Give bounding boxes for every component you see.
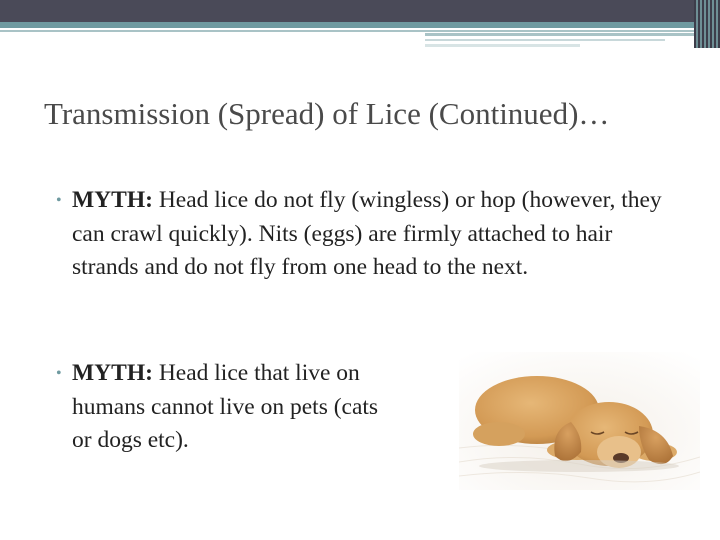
bullet-text: Head lice that live on humans cannot live on pets (cats or dogs etc). bbox=[72, 360, 379, 453]
bullet-lead: MYTH: bbox=[72, 360, 153, 386]
header-bar-accent bbox=[0, 22, 720, 28]
header-rule bbox=[0, 30, 720, 32]
bullet-lead: MYTH: bbox=[72, 187, 153, 213]
bullet-item bbox=[56, 184, 672, 285]
slide-title: Transmission (Spread) of Lice (Continued)… bbox=[44, 96, 610, 131]
bullet-text: Head lice do not fly (wingless) or hop (however, they can crawl quickly). Nits (eggs) are firmly attached to hair strands and do not fly from one head to the next. bbox=[72, 187, 662, 280]
sleeping-puppy-photo bbox=[459, 352, 700, 490]
bullet-item bbox=[56, 357, 402, 458]
header-deco-line bbox=[425, 33, 720, 36]
bullet-marker: • bbox=[56, 192, 62, 209]
bullet-marker: • bbox=[56, 365, 62, 382]
header-bar-dark bbox=[0, 0, 720, 22]
header-deco-line bbox=[425, 44, 580, 47]
header-edge-pattern bbox=[694, 0, 720, 48]
header-deco-line bbox=[425, 39, 665, 41]
